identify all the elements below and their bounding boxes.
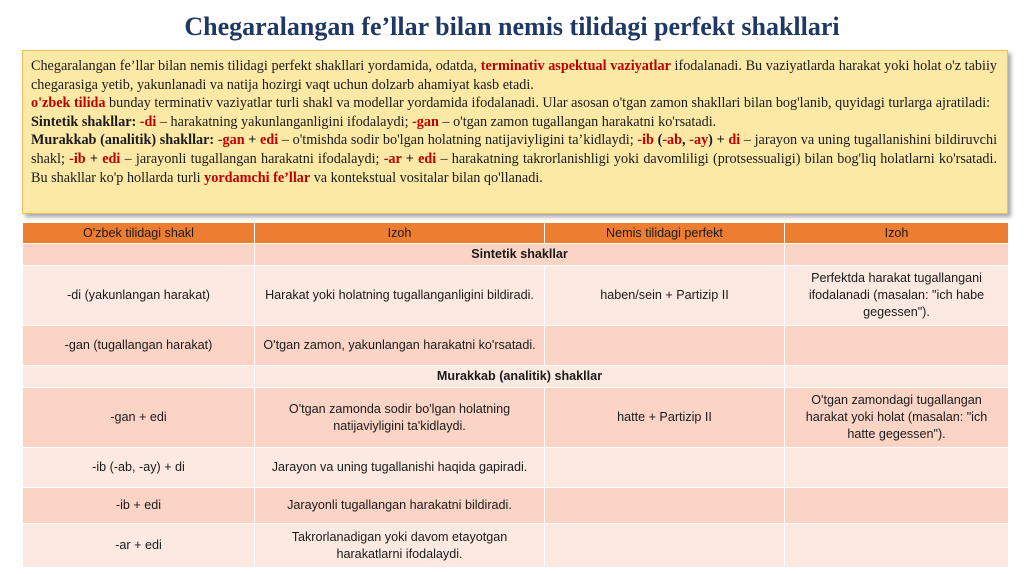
intro-paren: ( — [653, 132, 663, 149]
intro-plus: + — [85, 150, 103, 167]
cell-note — [785, 326, 1009, 366]
comparison-table — [22, 222, 1009, 568]
cell-form: -di (yakunlangan harakat) — [23, 266, 255, 326]
intro-text: bunday terminativ vaziyatlar turli shakl va modellar yordamida ifodalanadi. Ular asosan o'tgan zamon shakllari bilan bog'lanib, quyidagi turlarga ajratiladi: — [105, 95, 991, 112]
cell-german — [545, 326, 785, 366]
intro-plus: + — [244, 132, 261, 149]
cell-izoh: Harakat yoki holatning tugallanganligini bildiradi. — [255, 266, 545, 326]
suffix-edi: edi — [260, 132, 279, 149]
suffix-ab: -ab — [662, 132, 683, 149]
cell-form: -gan (tugallangan harakat) — [23, 326, 255, 366]
suffix-gan: -gan — [412, 113, 439, 130]
cell-form: -gan + edi — [23, 388, 255, 448]
suffix-ib: -ib — [69, 150, 86, 167]
cell-note — [785, 448, 1009, 488]
intro-text: – o'tgan zamon tugallangan harakatni ko'rsatadi. — [438, 113, 717, 130]
cell-note — [785, 488, 1009, 524]
cell-izoh: O'tgan zamon, yakunlangan harakatni ko'rsatadi. — [255, 326, 545, 366]
intro-paren: ) + — [708, 132, 729, 149]
suffix-ib: -ib — [637, 132, 654, 149]
table-row — [23, 326, 1009, 366]
intro-box — [22, 50, 1008, 214]
cell-form: -ib (-ab, -ay) + di — [23, 448, 255, 488]
cell-german — [545, 448, 785, 488]
cell-german — [545, 524, 785, 568]
suffix-di: di — [728, 132, 741, 149]
intro-text: – harakatning takrorlanishligi yoki davomliligi (protsessualigi) bilan bog'liq holatlarni ko'rsatadi. Bu shakllar ko'p hollarda turli — [31, 150, 998, 186]
intro-plus: + — [401, 150, 419, 167]
section-empty — [785, 244, 1009, 266]
section-title-synthetic: Sintetik shakllar — [255, 244, 785, 266]
table-row — [23, 448, 1009, 488]
cell-izoh: Jarayon va uning tugallanishi haqida gapiradi. — [255, 448, 545, 488]
suffix-ar: -ar — [383, 150, 402, 167]
cell-note: Perfektda harakat tugallangani ifodalanadi (masalan: "ich habe gegessen"). — [785, 266, 1009, 326]
cell-izoh: Jarayonli tugallangan harakatni bildiradi. — [255, 488, 545, 524]
cell-form: -ib + edi — [23, 488, 255, 524]
intro-text: – jarayon va uning tugallanishini bildiruvchi shakl; — [31, 132, 998, 167]
cell-german: haben/sein + Partizip II — [545, 266, 785, 326]
cell-note — [785, 524, 1009, 568]
section-row — [23, 366, 1009, 388]
cell-note: O'tgan zamondagi tugallangan harakat yoki holat (masalan: "ich hatte gegessen"). — [785, 388, 1009, 448]
page-title: Chegaralangan fe’llar bilan nemis tilidagi perfekt shakllari — [184, 12, 840, 41]
suffix-ay: -ay — [689, 132, 709, 149]
suffix-edi: edi — [102, 150, 121, 167]
section-title-analytic: Murakkab (analitik) shakllar — [255, 366, 785, 388]
intro-text: – harakatning yakunlanganligini ifodalaydi; — [156, 113, 413, 130]
section-empty — [785, 366, 1009, 388]
section-empty — [23, 244, 255, 266]
section-row — [23, 244, 1009, 266]
header-uzbek-form: O'zbek tilidagi shakl — [23, 223, 255, 244]
header-izoh-2: Izoh — [785, 223, 1009, 244]
header-izoh: Izoh — [255, 223, 545, 244]
section-empty — [23, 366, 255, 388]
cell-izoh: Takrorlanadigan yoki davom etayotgan harakatlarni ifodalaydi. — [255, 524, 545, 568]
intro-text: Chegaralangan fe’llar bilan nemis tilidagi perfekt shakllari yordamida, odatda, — [31, 58, 481, 74]
cell-german — [545, 488, 785, 524]
intro-text: ifodalanadi. Bu vaziyatlarda harakat yoki holat o'z tabiiy chegarasiga yetib, yakunlanadi va natija hozirgi vaqt uchun dolzarb ahamiyat kasb etadi. — [31, 58, 997, 93]
intro-text: – o'tmishda sodir bo'lgan holatning natijaviyligini ta’kidlaydi; — [278, 132, 638, 149]
cell-form: -ar + edi — [23, 524, 255, 568]
intro-text: – jarayonli tugallangan harakatni ifodalaydi; — [120, 150, 384, 167]
header-german-perfect: Nemis tilidagi perfekt — [545, 223, 785, 244]
intro-highlight: o'zbek tilida — [31, 95, 106, 112]
intro-highlight: terminativ aspektual vaziyatlar — [480, 58, 671, 74]
intro-comma: , — [682, 132, 690, 149]
intro-text: va kontekstual vositalar bilan qo'llanadi. — [310, 169, 543, 186]
table-header-row — [23, 223, 1009, 244]
table-row — [23, 266, 1009, 326]
suffix-gan: -gan — [217, 132, 245, 149]
table-row — [23, 524, 1009, 568]
intro-highlight: yordamchi fe’llar — [204, 169, 311, 186]
cell-german: hatte + Partizip II — [545, 388, 785, 448]
suffix-edi: edi — [418, 150, 437, 167]
table-row — [23, 388, 1009, 448]
cell-izoh: O'tgan zamonda sodir bo'lgan holatning natijaviyligini ta'kidlaydi. — [255, 388, 545, 448]
intro-label: Murakkab (analitik) shakllar: — [31, 132, 218, 149]
intro-label: Sintetik shakllar: — [31, 113, 140, 130]
suffix-di: -di — [139, 113, 157, 130]
table-row — [23, 488, 1009, 524]
